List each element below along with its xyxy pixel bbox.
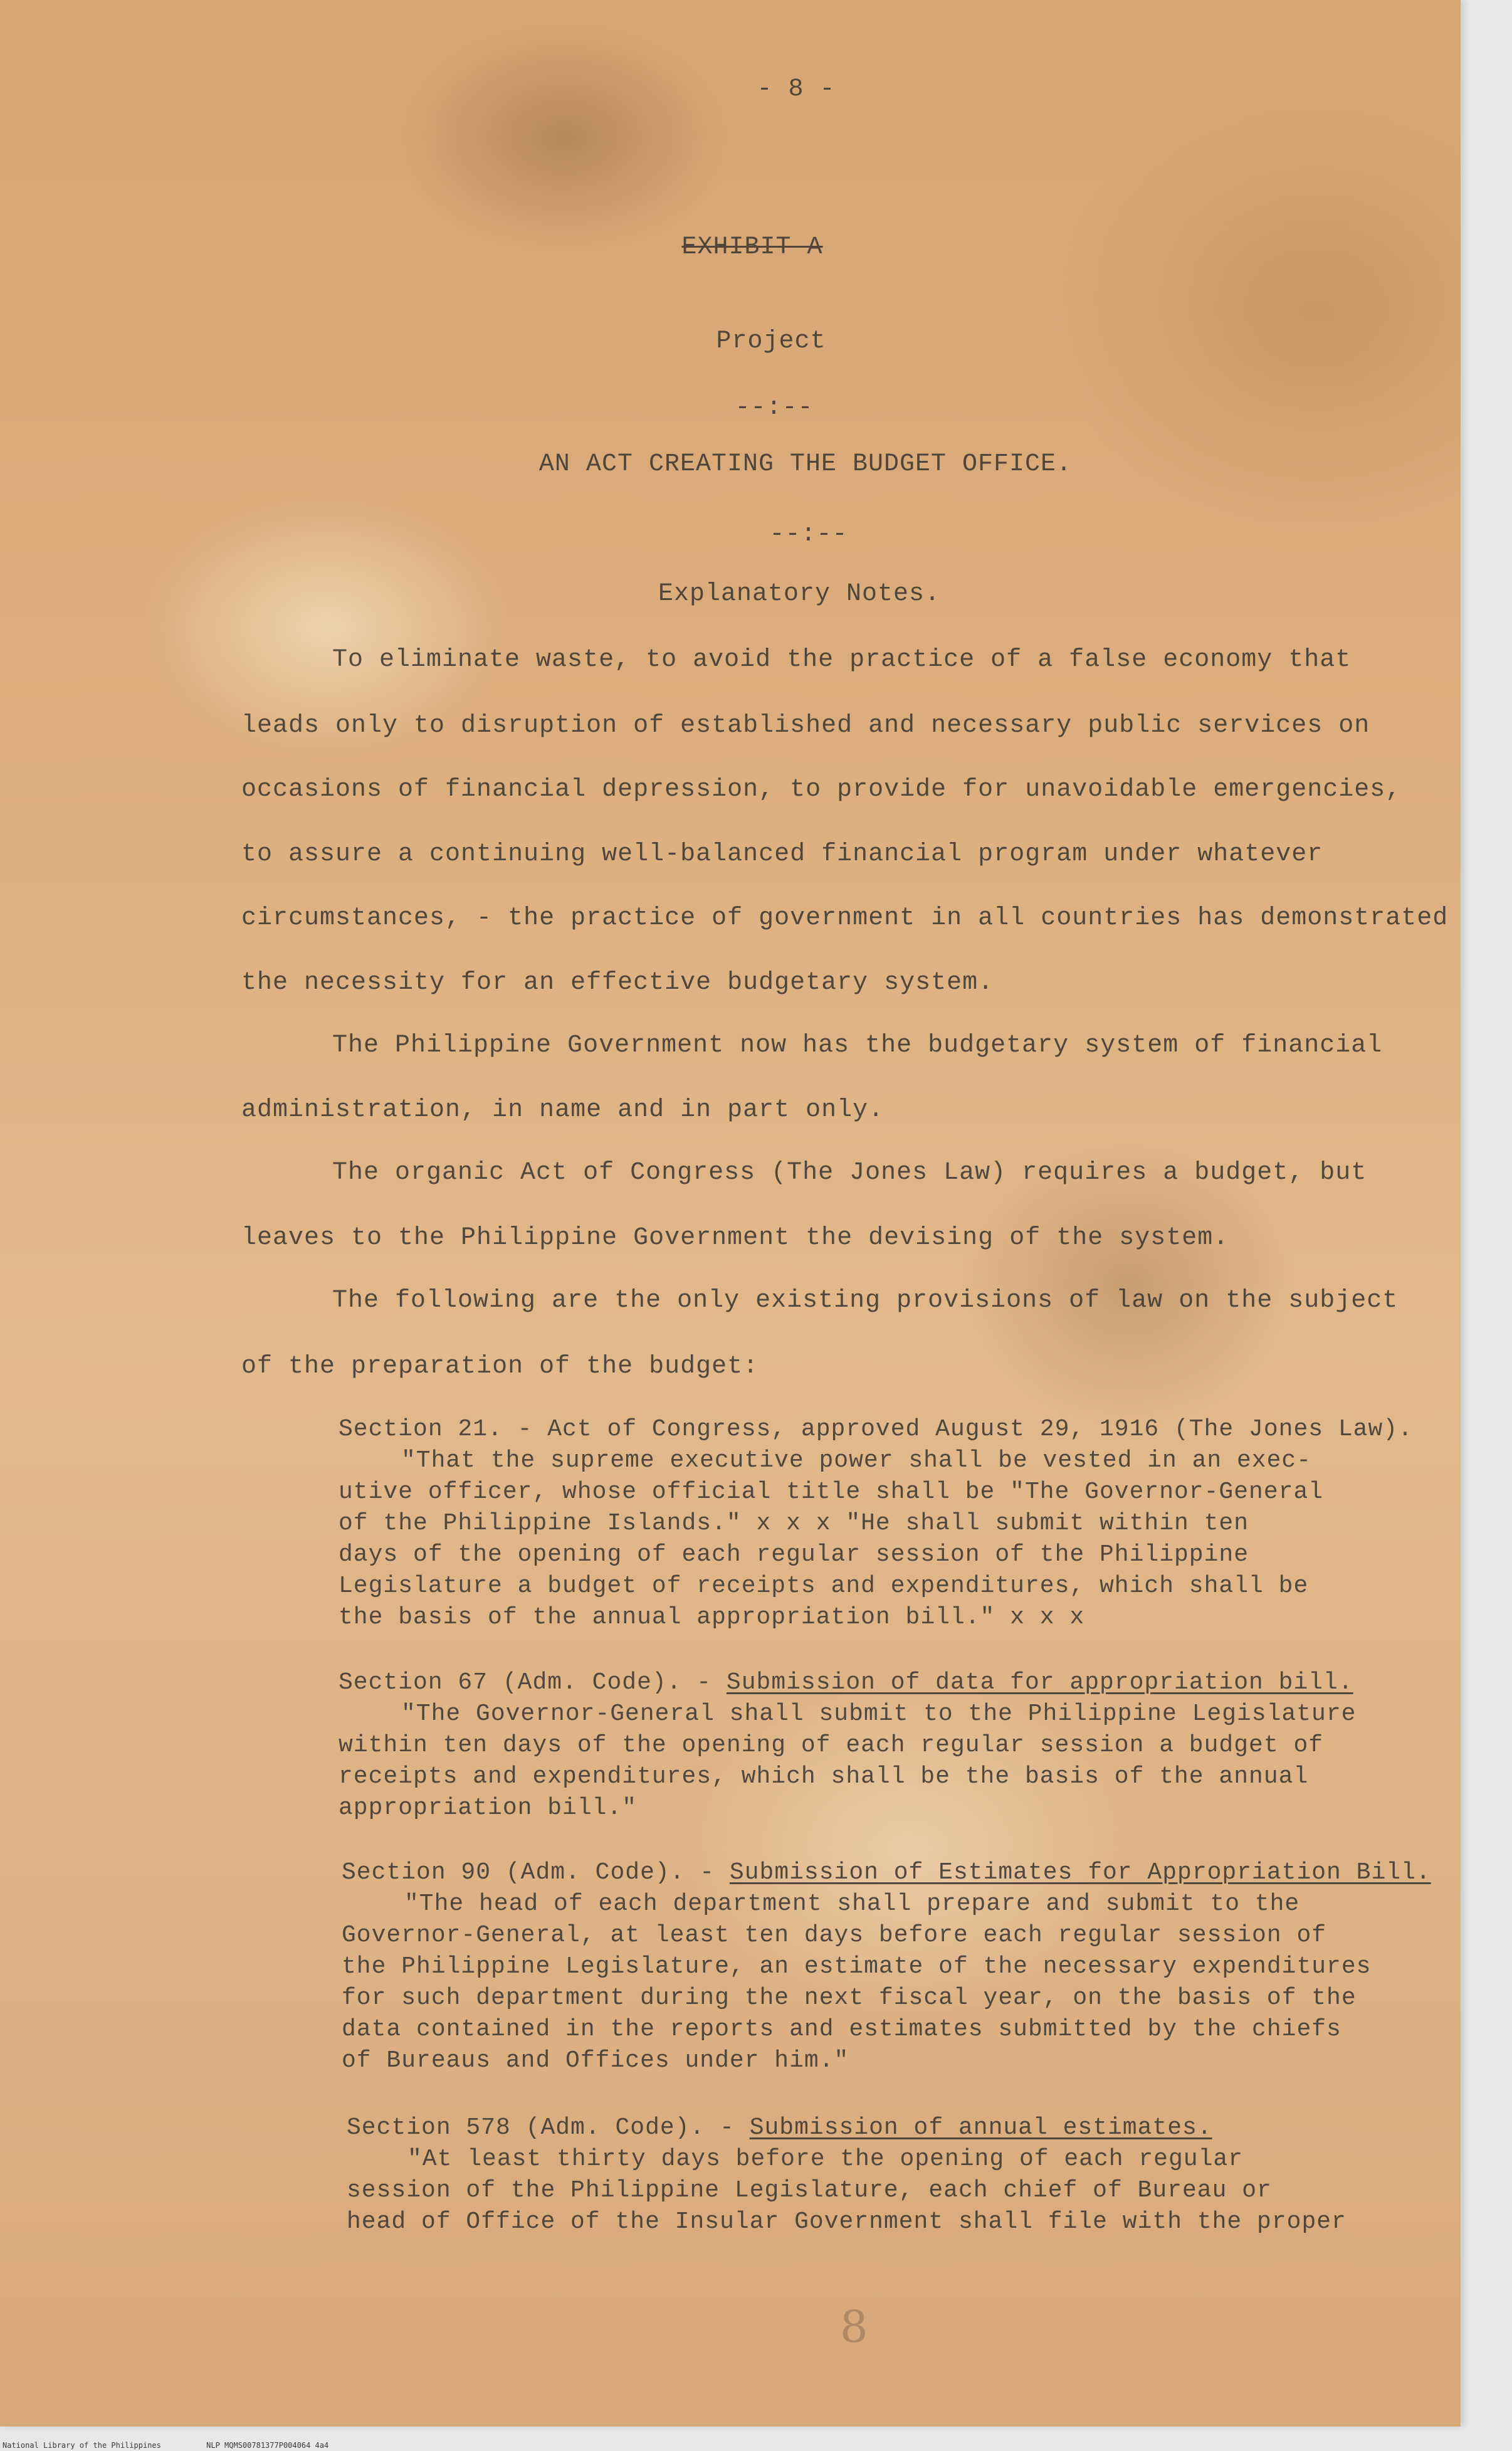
act-title: AN ACT CREATING THE BUDGET OFFICE. [538,450,1073,478]
explanatory-notes-heading: Explanatory Notes. [658,580,941,608]
section-578-line: head of Office of the Insular Government shall file with the proper [347,2208,1347,2235]
section-67-line: appropriation bill." [339,1795,638,1821]
paragraph-line: The Philippine Government now has the budgetary system of financial [332,1031,1383,1060]
paragraph-line: of the preparation of the budget: [241,1352,759,1381]
handwritten-page-mark: 8 [840,2301,868,2353]
project-label: Project [716,327,826,356]
section-21-line: Legislature a budget of receipts and expenditures, which shall be [339,1573,1309,1600]
section-90-line: data contained in the reports and estimates submitted by the chiefs [342,2016,1341,2043]
exhibit-label: EXHIBIT A [681,233,823,261]
section-67-heading: Section 67 (Adm. Code). - Submission of data for appropriation bill. [339,1669,1353,1696]
paragraph-line: leaves to the Philippine Government the devising of the system. [241,1224,1229,1252]
section-21-line: "That the supreme executive power shall be vested in an exec- [401,1447,1312,1474]
paragraph-line: the necessity for an effective budgetary system. [241,969,994,997]
section-578-line: "At least thirty days before the opening of each regular [407,2146,1244,2173]
section-578-line: session of the Philippine Legislature, each chief of Bureau or [347,2177,1272,2204]
section-90-line: Governor-General, at least ten days before each regular session of [342,1922,1327,1949]
section-21-heading: Section 21. - Act of Congress, approved August 29, 1916 (The Jones Law). [339,1416,1413,1443]
paragraph-line: circumstances, - the practice of government in all countries has demonstrated [241,904,1449,932]
paragraph-line: The organic Act of Congress (The Jones Law) requires a budget, but [332,1159,1367,1187]
section-21-line: of the Philippine Islands." x x x "He shall submit within ten [339,1510,1249,1537]
paragraph-line: to assure a continuing well-balanced financial program under whatever [241,840,1323,868]
section-90-line: the Philippine Legislature, an estimate of the necessary expenditures [342,1953,1372,1980]
section-67-line: receipts and expenditures, which shall be the basis of the annual [339,1763,1309,1790]
divider-bottom: --:-- [769,520,848,549]
paragraph-line: To eliminate waste, to avoid the practice of a false economy that [332,646,1352,674]
section-67-line: "The Governor-General shall submit to the Philippine Legislature [401,1700,1357,1727]
divider-top: --:-- [735,394,814,422]
paragraph-line: administration, in name and in part only. [241,1096,885,1124]
section-90-line: for such department during the next fiscal year, on the basis of the [342,1985,1357,2011]
section-21-line: days of the opening of each regular session of the Philippine [339,1541,1249,1568]
section-67-line: within ten days of the opening of each regular session a budget of [339,1732,1324,1759]
paragraph-line: leads only to disruption of established and necessary public services on [241,712,1370,740]
section-90-line: of Bureaus and Offices under him." [342,2047,849,2074]
section-21-line: the basis of the annual appropriation bill." x x x [339,1604,1085,1631]
paragraph-line: The following are the only existing provisions of law on the subject [332,1287,1399,1315]
section-578-heading: Section 578 (Adm. Code). - Submission of annual estimates. [347,2114,1212,2141]
footer-library: National Library of the Philippines NLP MQMS00781377P004064 4a4 [3,2441,329,2450]
paragraph-line: occasions of financial depression, to provide for unavoidable emergencies, [241,776,1402,804]
section-90-heading: Section 90 (Adm. Code). - Submission of Estimates for Appropriation Bill. [342,1859,1431,1886]
page-number: - 8 - [757,75,836,103]
section-21-line: utive officer, whose official title shall be "The Governor-General [339,1479,1324,1505]
section-90-line: "The head of each department shall prepare and submit to the [404,1890,1300,1917]
